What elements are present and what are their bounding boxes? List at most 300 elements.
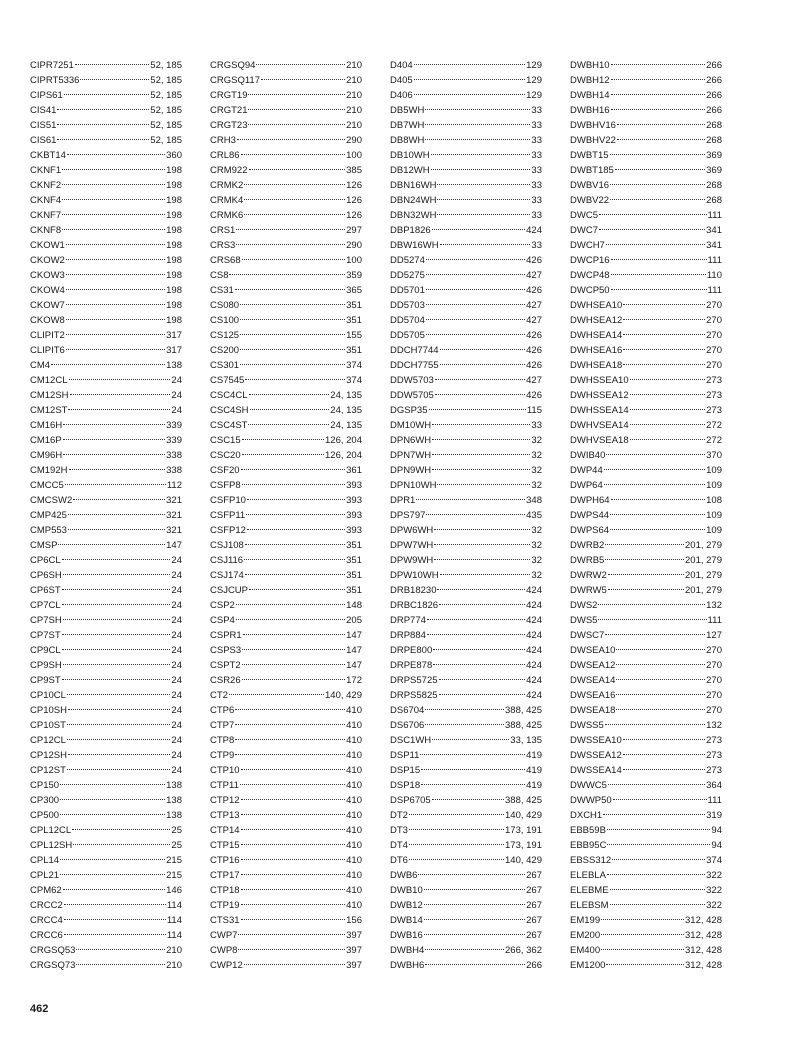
entry-pages: 290	[346, 135, 362, 146]
dot-leader	[229, 274, 345, 275]
entry-code: CMCSW2	[30, 495, 73, 506]
entry-code: DDW5703	[390, 375, 434, 386]
dot-leader	[599, 229, 705, 230]
entry-pages: 270	[706, 315, 722, 326]
entry-code: DWBV22	[570, 195, 610, 206]
entry-pages: 108	[706, 495, 722, 506]
entry-code: CSC15	[210, 435, 241, 446]
index-entry	[570, 823, 722, 838]
index-entry	[30, 883, 182, 898]
index-entry	[210, 388, 362, 403]
dot-leader	[245, 574, 345, 575]
entry-pages: 393	[346, 495, 362, 506]
entry-pages: 24	[171, 375, 182, 386]
entry-code: CKOW8	[30, 315, 65, 326]
entry-pages: 201, 279	[685, 585, 722, 596]
dot-leader	[608, 589, 684, 590]
entry-code: CP9CL	[30, 645, 61, 656]
entry-code: CTP10	[210, 765, 240, 776]
index-entry	[210, 223, 362, 238]
entry-pages: 266	[526, 960, 542, 971]
entry-pages: 138	[166, 810, 182, 821]
dot-leader	[433, 649, 525, 650]
dot-leader	[63, 619, 171, 620]
index-entry	[210, 493, 362, 508]
entry-code: CIS41	[30, 105, 57, 116]
index-entry	[390, 253, 542, 268]
dot-leader	[424, 934, 525, 935]
entry-pages: 388, 425	[505, 795, 542, 806]
index-entry	[210, 913, 362, 928]
entry-code: DBN32WH	[390, 210, 437, 221]
dot-leader	[247, 499, 345, 500]
entry-pages: 114	[166, 915, 182, 926]
dot-leader	[241, 814, 346, 815]
dot-leader	[241, 889, 346, 890]
entry-code: DWBHV16	[570, 120, 616, 131]
dot-leader	[240, 349, 345, 350]
entry-pages: 424	[526, 690, 542, 701]
entry-pages: 109	[706, 465, 722, 476]
index-entry	[210, 58, 362, 73]
entry-pages: 129	[526, 90, 542, 101]
index-entry	[30, 313, 182, 328]
entry-code: CPM62	[30, 885, 62, 896]
index-entry	[30, 958, 182, 973]
entry-pages: 317	[166, 330, 182, 341]
entry-code: DRPE800	[390, 645, 433, 656]
entry-code: CTP19	[210, 900, 240, 911]
entry-pages: 427	[526, 375, 542, 386]
entry-pages: 52, 185	[150, 60, 182, 71]
dot-leader	[235, 754, 345, 755]
entry-pages: 100	[346, 255, 362, 266]
entry-code: CSJ174	[210, 570, 244, 581]
index-entry	[210, 898, 362, 913]
index-entry	[390, 103, 542, 118]
dot-leader	[426, 259, 525, 260]
entry-code: DWSEA16	[570, 690, 616, 701]
entry-pages: 426	[526, 345, 542, 356]
index-entry	[390, 568, 542, 583]
entry-pages: 426	[526, 255, 542, 266]
index-entry	[30, 298, 182, 313]
index-entry	[390, 628, 542, 643]
entry-code: CSFP10	[210, 495, 246, 506]
entry-code: DWB14	[390, 915, 423, 926]
entry-pages: 215	[166, 855, 182, 866]
entry-code: CWP7	[210, 930, 238, 941]
dot-leader	[240, 784, 345, 785]
index-entry	[30, 208, 182, 223]
entry-code: CTP17	[210, 870, 240, 881]
entry-code: DWB6	[390, 870, 418, 881]
entry-code: DT4	[390, 840, 408, 851]
entry-code: DWCP50	[570, 285, 610, 296]
dot-leader	[69, 379, 171, 380]
entry-code: CIPS61	[30, 90, 63, 101]
entry-pages: 351	[346, 345, 362, 356]
index-entry	[390, 733, 542, 748]
index-entry	[390, 898, 542, 913]
index-entry	[390, 748, 542, 763]
entry-pages: 24	[171, 570, 182, 581]
index-entry	[570, 373, 722, 388]
dot-leader	[67, 739, 171, 740]
entry-code: CKNF1	[30, 165, 62, 176]
index-entry	[30, 583, 182, 598]
entry-pages: 424	[526, 600, 542, 611]
dot-leader	[248, 424, 329, 425]
dot-leader	[240, 364, 345, 365]
index-entry	[390, 223, 542, 238]
entry-pages: 132	[706, 720, 722, 731]
index-entry	[570, 553, 722, 568]
dot-leader	[240, 334, 345, 335]
entry-code: DPN9WH	[390, 465, 432, 476]
entry-code: CKOW1	[30, 240, 65, 251]
entry-code: CSC4CL	[210, 390, 248, 401]
entry-pages: 369	[706, 165, 722, 176]
entry-pages: 321	[166, 510, 182, 521]
index-entry	[210, 853, 362, 868]
index-entry	[210, 748, 362, 763]
entry-pages: 109	[706, 525, 722, 536]
entry-pages: 388, 425	[505, 705, 542, 716]
entry-pages: 268	[706, 120, 722, 131]
index-entry	[570, 643, 722, 658]
entry-code: DWB12	[390, 900, 423, 911]
dot-leader	[76, 964, 165, 965]
entry-pages: 359	[346, 270, 362, 281]
index-entry	[390, 88, 542, 103]
index-entry	[390, 343, 542, 358]
index-entry	[210, 208, 362, 223]
entry-pages: 410	[346, 870, 362, 881]
entry-code: CKNF7	[30, 210, 62, 221]
index-entry	[570, 493, 722, 508]
index-entry	[30, 508, 182, 523]
entry-code: CRCC6	[30, 930, 63, 941]
entry-code: CSJ116	[210, 555, 244, 566]
entry-pages: 24, 135	[330, 405, 362, 416]
index-entry	[570, 283, 722, 298]
dot-leader	[414, 94, 525, 95]
index-entry	[570, 178, 722, 193]
index-entry	[570, 583, 722, 598]
entry-pages: 132	[706, 600, 722, 611]
index-entry	[390, 793, 542, 808]
entry-code: DRB18230	[390, 585, 437, 596]
entry-pages: 410	[346, 825, 362, 836]
entry-pages: 397	[346, 960, 362, 971]
entry-pages: 33, 135	[510, 735, 542, 746]
index-entry	[210, 598, 362, 613]
entry-code: D405	[390, 75, 413, 86]
index-entry	[30, 943, 182, 958]
index-entry	[210, 88, 362, 103]
entry-pages: 33	[531, 195, 542, 206]
index-entry	[390, 283, 542, 298]
dot-leader	[62, 169, 165, 170]
entry-code: CM12ST	[30, 405, 68, 416]
index-entry	[210, 118, 362, 133]
index-entry	[210, 298, 362, 313]
index-entry	[210, 733, 362, 748]
entry-pages: 111	[707, 255, 722, 266]
entry-code: CKOW3	[30, 270, 65, 281]
index-entry	[210, 643, 362, 658]
dot-leader	[60, 799, 165, 800]
entry-pages: 273	[706, 765, 722, 776]
index-entry	[570, 613, 722, 628]
dot-leader	[256, 64, 345, 65]
entry-code: CTP6	[210, 705, 235, 716]
entry-code: DWPH64	[570, 495, 610, 506]
index-entry	[570, 223, 722, 238]
entry-pages: 33	[531, 165, 542, 176]
entry-code: DWBV16	[570, 180, 610, 191]
entry-pages: 109	[706, 480, 722, 491]
entry-pages: 210	[346, 90, 362, 101]
entry-pages: 272	[706, 420, 722, 431]
dot-leader	[426, 334, 525, 335]
entry-pages: 24	[171, 585, 182, 596]
entry-pages: 321	[166, 525, 182, 536]
dot-leader	[630, 424, 706, 425]
index-entry	[390, 958, 542, 973]
entry-pages: 32	[531, 435, 542, 446]
entry-code: CM96H	[30, 450, 63, 461]
entry-pages: 32	[531, 480, 542, 491]
entry-code: CRGSQ94	[210, 60, 256, 71]
index-entry	[210, 808, 362, 823]
entry-pages: 52, 185	[150, 120, 182, 131]
entry-code: CRGSQ53	[30, 945, 76, 956]
entry-code: CPL12CL	[30, 825, 72, 836]
entry-pages: 32	[531, 465, 542, 476]
index-entry	[30, 793, 182, 808]
dot-leader	[80, 79, 149, 80]
index-entry	[210, 178, 362, 193]
index-entry	[30, 223, 182, 238]
dot-leader	[60, 814, 165, 815]
dot-leader	[416, 499, 525, 500]
index-entry	[390, 613, 542, 628]
index-entry	[210, 568, 362, 583]
entry-code: CMCC5	[30, 480, 64, 491]
entry-code: DWBT15	[570, 150, 609, 161]
entry-code: CTP18	[210, 885, 240, 896]
entry-pages: 111	[707, 615, 722, 626]
entry-code: CS125	[210, 330, 240, 341]
entry-pages: 129	[526, 60, 542, 71]
entry-pages: 361	[346, 465, 362, 476]
dot-leader	[623, 319, 705, 320]
index-entry	[30, 538, 182, 553]
index-entry	[390, 58, 542, 73]
dot-leader	[248, 94, 345, 95]
entry-pages: 127	[706, 630, 722, 641]
index-entry	[210, 268, 362, 283]
index-entry	[30, 448, 182, 463]
dot-leader	[73, 499, 165, 500]
entry-pages: 270	[706, 675, 722, 686]
entry-pages: 126, 204	[325, 450, 362, 461]
index-entry	[30, 478, 182, 493]
entry-code: DD5703	[390, 300, 425, 311]
entry-code: CRGSQ117	[210, 75, 260, 86]
dot-leader	[432, 454, 530, 455]
entry-code: CSJ108	[210, 540, 244, 551]
dot-leader	[62, 634, 171, 635]
index-entry	[30, 853, 182, 868]
index-entry	[390, 373, 542, 388]
entry-code: CRM922	[210, 165, 248, 176]
index-entry	[570, 478, 722, 493]
entry-pages: 32	[531, 555, 542, 566]
dot-leader	[66, 289, 165, 290]
dot-leader	[241, 919, 346, 920]
entry-pages: 266	[706, 90, 722, 101]
entry-pages: 388, 425	[505, 720, 542, 731]
dot-leader	[242, 484, 346, 485]
entry-code: CRGSQ73	[30, 960, 76, 971]
index-entry	[390, 658, 542, 673]
dot-leader	[615, 169, 705, 170]
entry-code: DWHSSEA12	[570, 390, 629, 401]
index-entry	[570, 343, 722, 358]
entry-code: CM16H	[30, 420, 63, 431]
entry-code: CSF20	[210, 465, 240, 476]
index-entry	[30, 493, 182, 508]
dot-leader	[432, 424, 530, 425]
index-entry	[30, 283, 182, 298]
index-entry	[570, 208, 722, 223]
index-entry	[30, 403, 182, 418]
dot-leader	[249, 394, 330, 395]
dot-leader	[409, 814, 504, 815]
dot-leader	[606, 964, 684, 965]
index-entry	[390, 598, 542, 613]
entry-code: DPW9WH	[390, 555, 434, 566]
dot-leader	[437, 214, 530, 215]
entry-pages: 24	[171, 705, 182, 716]
index-entry	[210, 328, 362, 343]
index-entry	[210, 718, 362, 733]
entry-code: DD5275	[390, 270, 425, 281]
entry-code: DD5705	[390, 330, 425, 341]
entry-pages: 111	[707, 210, 722, 221]
entry-pages: 33	[531, 180, 542, 191]
dot-leader	[434, 544, 530, 545]
entry-code: DWS2	[570, 600, 598, 611]
entry-pages: 267	[526, 915, 542, 926]
index-entry	[30, 238, 182, 253]
index-entry	[390, 73, 542, 88]
entry-pages: 114	[166, 930, 182, 941]
index-entry	[390, 478, 542, 493]
entry-pages: 147	[346, 645, 362, 656]
entry-code: DT3	[390, 825, 408, 836]
dot-leader	[60, 784, 165, 785]
entry-code: CSFP11	[210, 510, 246, 521]
entry-code: DT6	[390, 855, 408, 866]
dot-leader	[432, 439, 530, 440]
dot-leader	[68, 514, 165, 515]
dot-leader	[432, 229, 525, 230]
entry-pages: 397	[346, 930, 362, 941]
entry-code: DWHSEA10	[570, 300, 623, 311]
index-entry	[390, 853, 542, 868]
entry-pages: 126, 204	[325, 435, 362, 446]
dot-leader	[610, 889, 706, 890]
entry-pages: 424	[526, 615, 542, 626]
index-entry	[390, 118, 542, 133]
entry-pages: 148	[346, 600, 362, 611]
index-entry	[30, 823, 182, 838]
entry-code: CRS1	[210, 225, 236, 236]
page-number: 462	[30, 1003, 49, 1015]
index-entry	[390, 463, 542, 478]
dot-leader	[426, 274, 525, 275]
dot-leader	[68, 529, 165, 530]
dot-leader	[604, 484, 705, 485]
dot-leader	[601, 949, 684, 950]
entry-code: DWWP50	[570, 795, 612, 806]
entry-code: CRCC2	[30, 900, 63, 911]
entry-pages: 198	[166, 285, 182, 296]
index-column-2	[210, 58, 362, 973]
index-entry	[210, 448, 362, 463]
dot-leader	[65, 484, 166, 485]
index-entry	[30, 898, 182, 913]
index-entry	[210, 583, 362, 598]
index-entry	[570, 448, 722, 463]
entry-pages: 147	[346, 630, 362, 641]
entry-code: CS31	[210, 285, 234, 296]
entry-pages: 24	[171, 750, 182, 761]
index-entry	[30, 433, 182, 448]
dot-leader	[62, 184, 165, 185]
index-entry	[390, 673, 542, 688]
dot-leader	[235, 739, 345, 740]
dot-leader	[623, 769, 705, 770]
entry-code: CP9ST	[30, 675, 61, 686]
entry-pages: 109	[706, 510, 722, 521]
index-entry	[210, 793, 362, 808]
entry-code: DDCH7755	[390, 360, 439, 371]
index-entry	[390, 358, 542, 373]
entry-code: CTP7	[210, 720, 235, 731]
entry-pages: 210	[166, 960, 182, 971]
index-entry	[210, 343, 362, 358]
dot-leader	[424, 889, 525, 890]
entry-code: CKOW2	[30, 255, 65, 266]
entry-code: DWHVSEA14	[570, 420, 629, 431]
entry-code: CM12SH	[30, 390, 69, 401]
dot-leader	[236, 619, 345, 620]
dot-leader	[616, 679, 705, 680]
dot-leader	[66, 259, 165, 260]
dot-leader	[57, 139, 149, 140]
dot-leader	[616, 709, 705, 710]
index-entry	[570, 193, 722, 208]
entry-pages: 266, 362	[505, 945, 542, 956]
index-entry	[30, 553, 182, 568]
entry-code: CS301	[210, 360, 240, 371]
entry-pages: 270	[706, 330, 722, 341]
